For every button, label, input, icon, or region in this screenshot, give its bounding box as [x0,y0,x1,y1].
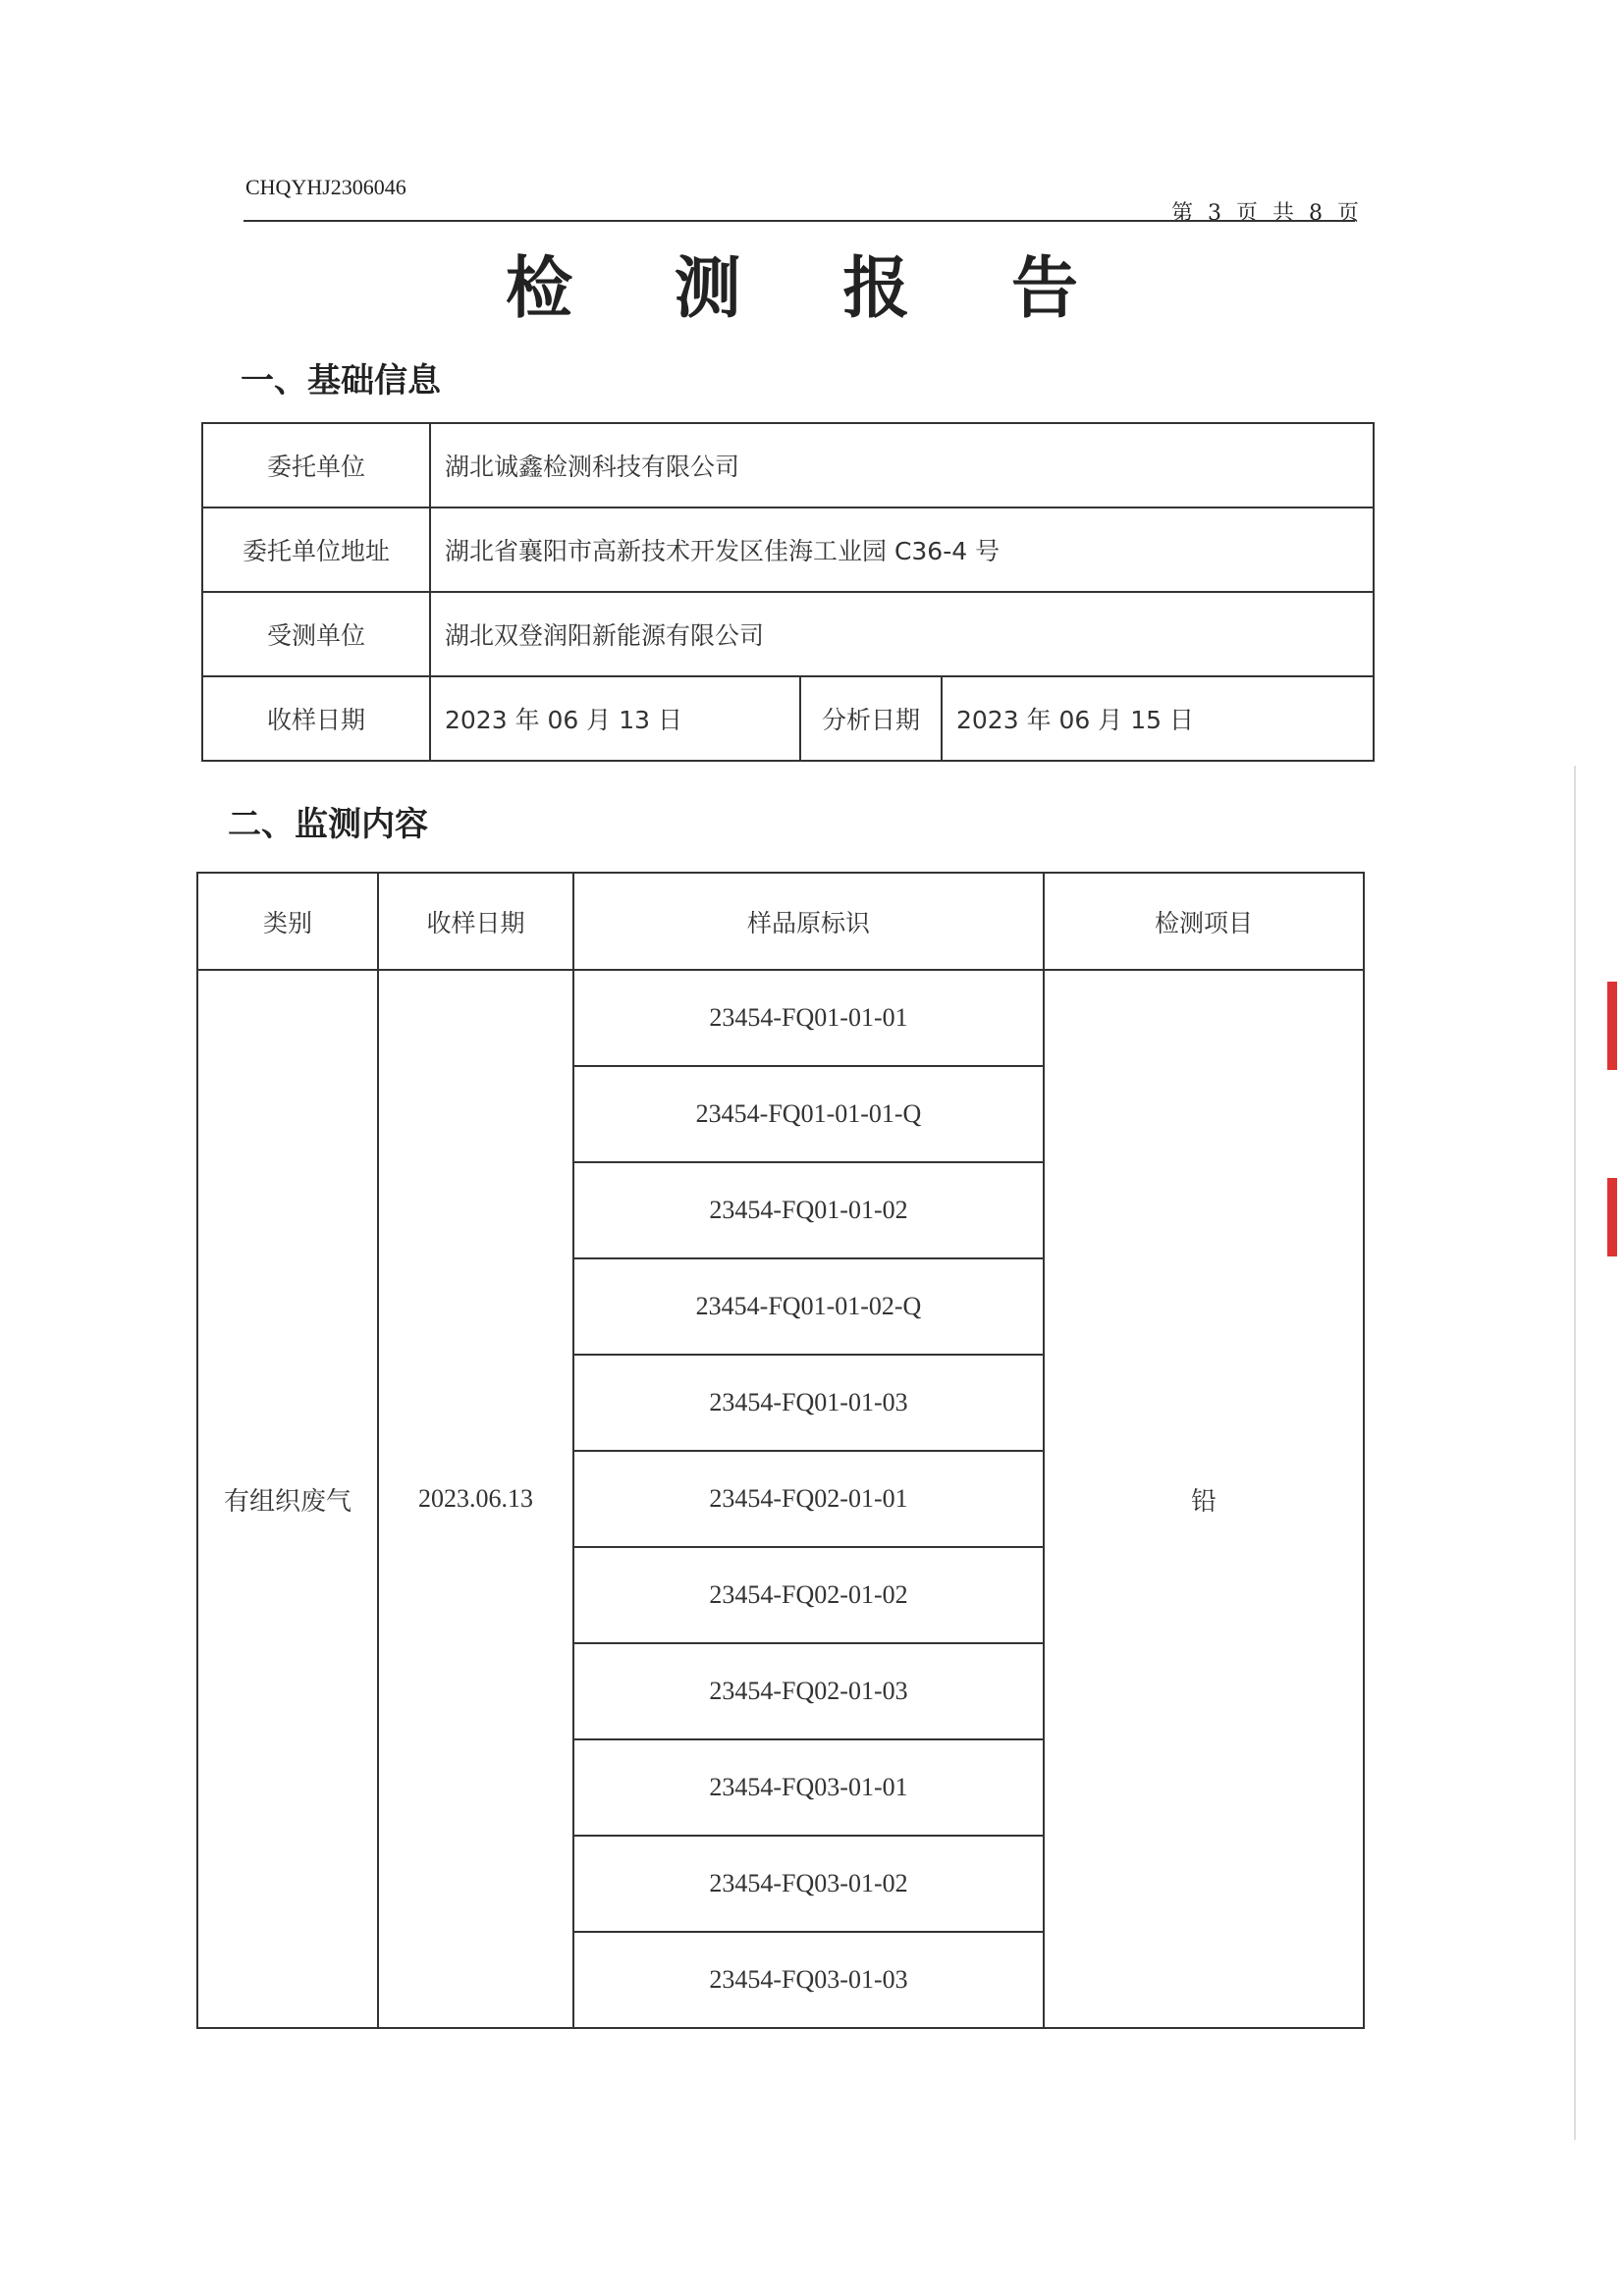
table-header-row [197,873,1364,970]
monitoring-table [196,872,1365,2029]
sample-id-cell: 23454-FQ01-01-01 [573,970,1044,1066]
seal-edge-mark [1607,1178,1617,1256]
sample-id-cell: 23454-FQ03-01-01 [573,1739,1044,1836]
column-header-category: 类别 [197,873,378,970]
section-heading-basic-info: 一、基础信息 [241,361,441,400]
scan-artifact-line [1574,766,1576,2140]
section-heading-monitoring: 二、监测内容 [228,805,428,844]
client-address-label: 委托单位地址 [202,507,430,592]
seal-edge-mark [1607,982,1617,1070]
page-indicator: 第 3 页 共 8 页 [1171,201,1363,226]
sample-id-cell: 23454-FQ01-01-02-Q [573,1258,1044,1355]
analysis-date-value: 2023 年 06 月 15 日 [942,676,1374,761]
basic-info-table [201,422,1375,762]
tested-unit-value: 湖北双登润阳新能源有限公司 [430,592,1374,676]
column-header-sample-date: 收样日期 [378,873,573,970]
sample-id-cell: 23454-FQ02-01-02 [573,1547,1044,1643]
sample-id-cell: 23454-FQ02-01-01 [573,1451,1044,1547]
table-row [202,676,1374,761]
date-cell: 2023.06.13 [378,970,573,2028]
column-header-sample-id: 样品原标识 [573,873,1044,970]
table-row [202,592,1374,676]
sample-id-cell: 23454-FQ01-01-03 [573,1355,1044,1451]
sample-date-value: 2023 年 06 月 13 日 [430,676,800,761]
document-title: 检 测 报 告 [505,249,1118,328]
category-cell: 有组织废气 [197,970,378,2028]
table-row [197,970,1364,1066]
sample-id-cell: 23454-FQ03-01-02 [573,1836,1044,1932]
column-header-test-item: 检测项目 [1044,873,1364,970]
test-item-cell: 铅 [1044,970,1364,2028]
analysis-date-label: 分析日期 [800,676,942,761]
client-value: 湖北诚鑫检测科技有限公司 [430,423,1374,507]
tested-unit-label: 受测单位 [202,592,430,676]
client-address-value: 湖北省襄阳市高新技术开发区佳海工业园 C36-4 号 [430,507,1374,592]
sample-id-cell: 23454-FQ02-01-03 [573,1643,1044,1739]
header-rule [243,220,1355,222]
report-number: CHQYHJ2306046 [245,175,406,199]
sample-id-cell: 23454-FQ01-01-02 [573,1162,1044,1258]
client-label: 委托单位 [202,423,430,507]
sample-id-cell: 23454-FQ03-01-03 [573,1932,1044,2028]
table-row [202,507,1374,592]
table-row [202,423,1374,507]
sample-id-cell: 23454-FQ01-01-01-Q [573,1066,1044,1162]
sample-date-label: 收样日期 [202,676,430,761]
